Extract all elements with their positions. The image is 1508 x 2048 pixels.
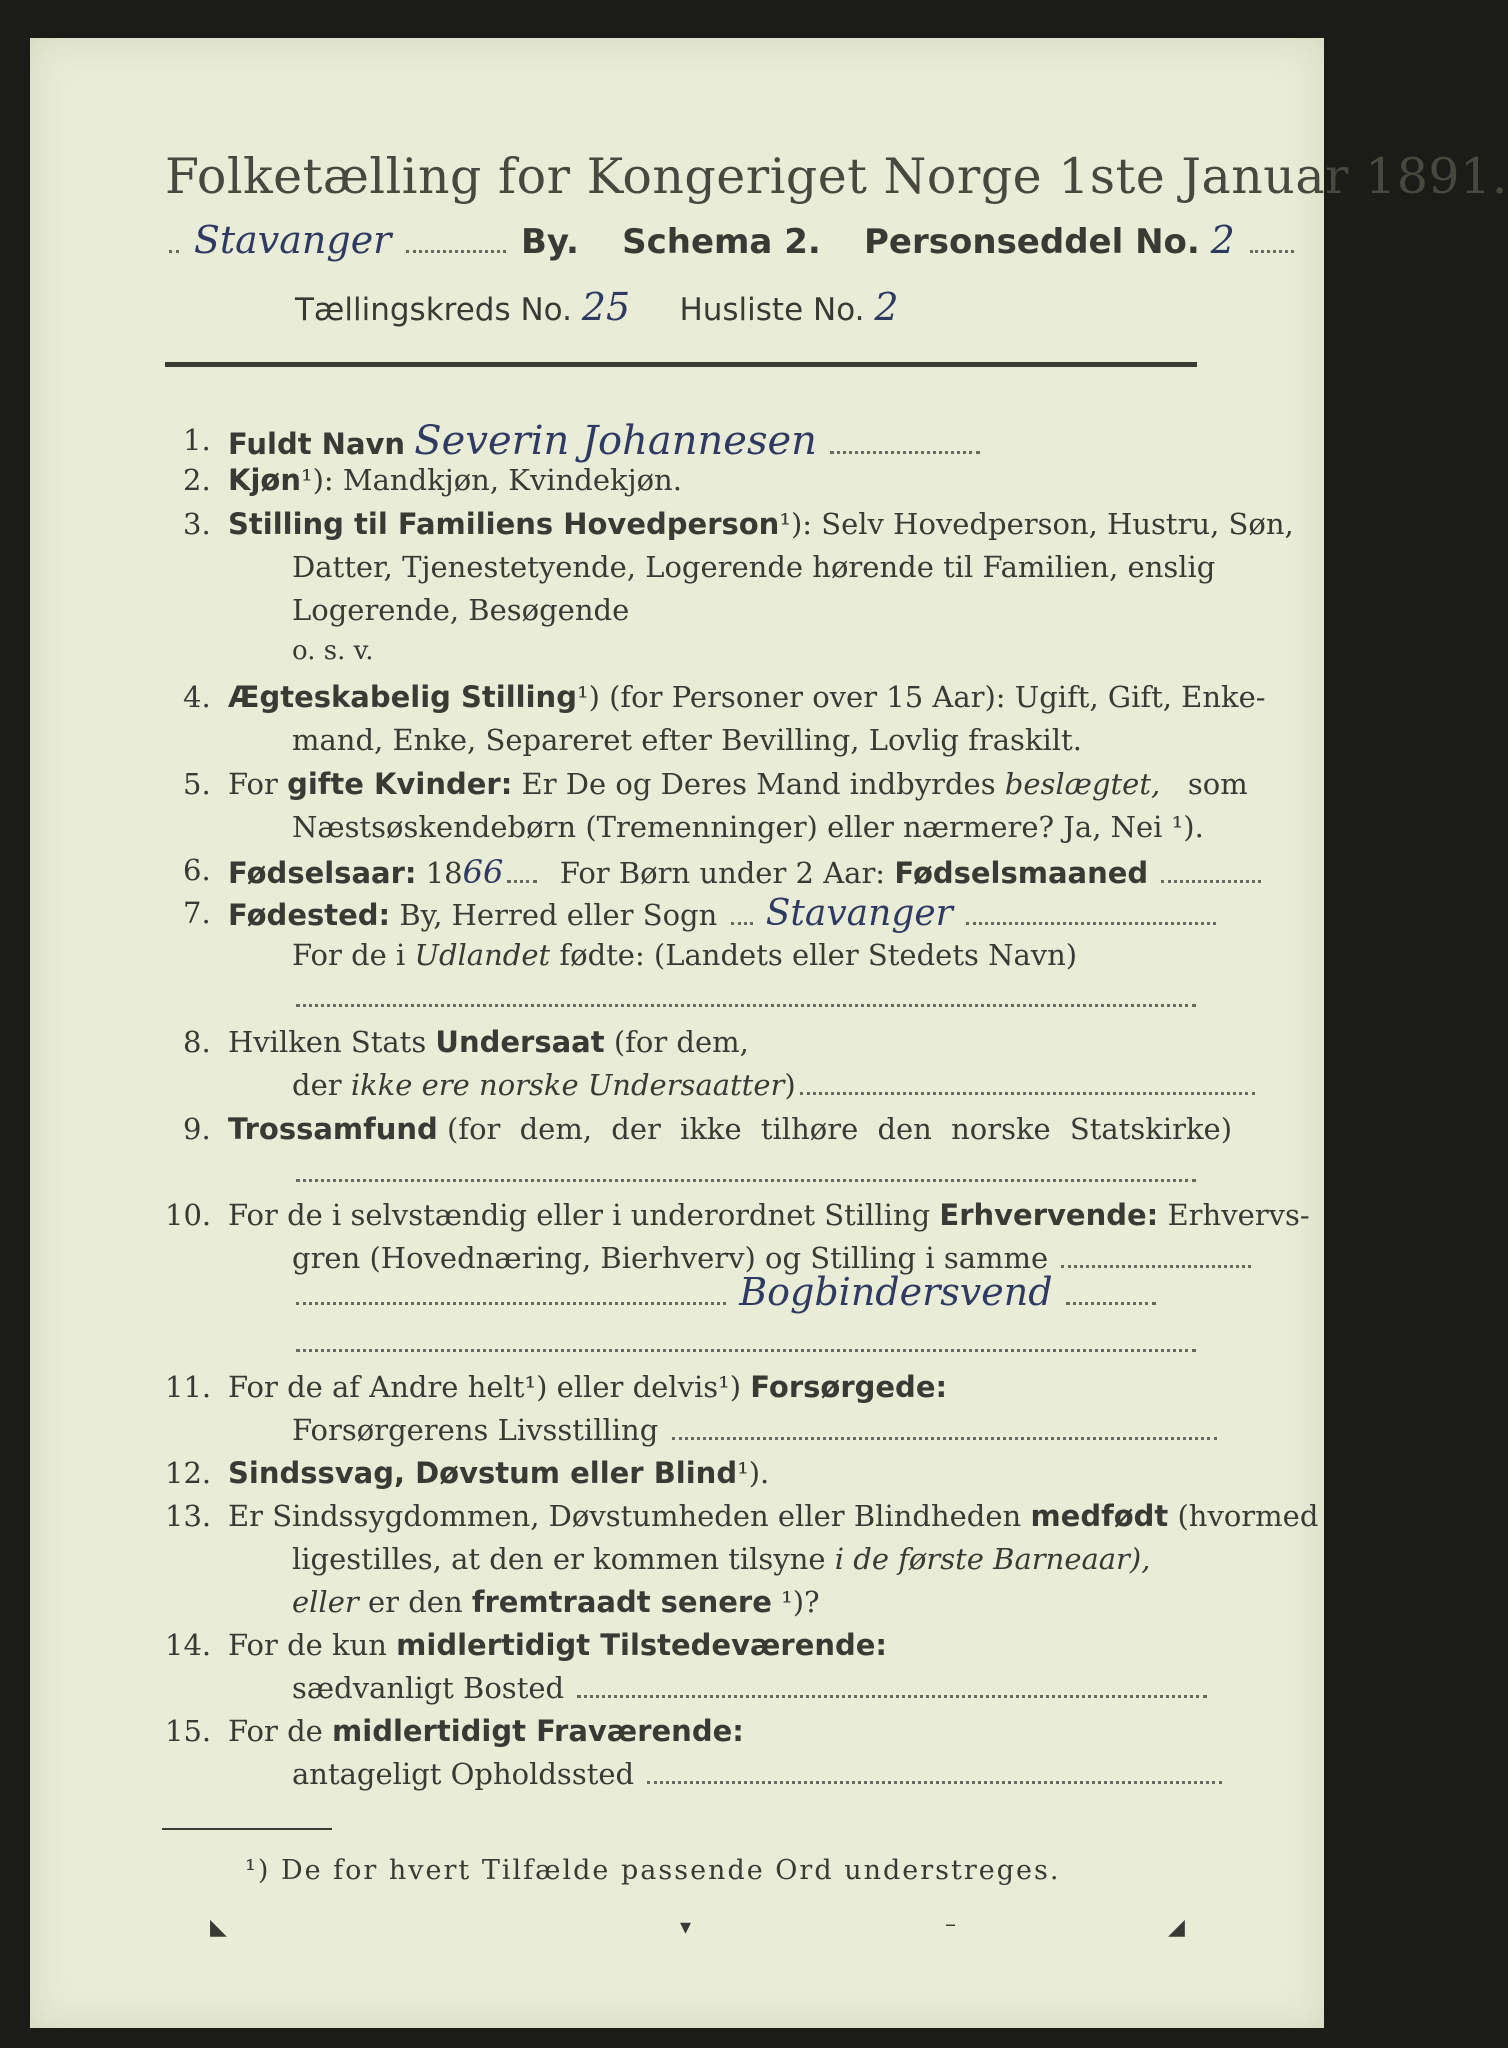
- item-number: 4.: [183, 680, 211, 714]
- item-text: For de i: [292, 938, 406, 972]
- item-label: Trossamfund: [228, 1112, 438, 1146]
- item-5-line-2: Næstsøskendebørn (Tremenninger) eller nærmere? Ja, Nei ¹).: [292, 810, 1204, 844]
- item-text: For de: [228, 1714, 323, 1748]
- item-text: ¹): Selv Hovedperson, Hustru, Søn,: [779, 507, 1294, 541]
- item-label: Ægteskabelig Stilling: [228, 680, 577, 714]
- item-text: Er De og Deres Mand indbyrdes: [521, 767, 996, 801]
- personseddel-number-handwritten: 2: [1210, 218, 1235, 262]
- dotted-leader: [507, 880, 537, 883]
- dotted-leader: [1161, 880, 1261, 883]
- form-title: Folketælling for Kongeriget Norge 1ste Januar 1891.: [165, 148, 1508, 205]
- registration-mark-icon: ▾: [680, 1915, 692, 1940]
- item-15-fravaerende: [228, 1714, 744, 1748]
- dotted-leader: [169, 250, 179, 253]
- occupation-handwritten: Bogbindersvend: [739, 1270, 1053, 1314]
- item-label: gifte Kvinder:: [287, 767, 513, 801]
- dotted-leader: [577, 1695, 1207, 1698]
- item-label: Kjøn: [228, 463, 301, 497]
- by-label: By.: [520, 222, 579, 262]
- item-text: sædvanligt Bosted: [292, 1671, 565, 1705]
- item-number: 10.: [165, 1198, 212, 1232]
- item-text-italic: beslægtet,: [1004, 767, 1161, 801]
- item-5-gifte-kvinder: [228, 767, 1248, 801]
- schema-label: Schema 2.: [622, 222, 821, 262]
- dotted-leader: [1250, 250, 1294, 253]
- item-text: ¹): Mandkjøn, Kvindekjøn.: [300, 463, 682, 497]
- item-text-italic: eller: [292, 1585, 359, 1619]
- item-3-line-3: Logerende, Besøgende: [292, 593, 630, 627]
- registration-mark-icon: –: [945, 1912, 956, 1937]
- name-handwritten: Severin Johannesen: [414, 418, 817, 464]
- item-text: der: [292, 1068, 342, 1102]
- item-text: ¹).: [737, 1456, 770, 1490]
- item-text: fødte: (Landets eller Stedets Navn): [559, 938, 1078, 972]
- registration-mark-icon: ◢: [1168, 1915, 1185, 1940]
- item-text: Hvilken Stats: [228, 1025, 427, 1059]
- item-label: midlertidigt Fraværende:: [332, 1714, 744, 1748]
- item-text: For Børn under 2 Aar:: [559, 856, 886, 890]
- item-13-line-3: [292, 1585, 820, 1619]
- item-14-tilstedevaerende: [228, 1628, 887, 1662]
- dotted-leader: [731, 922, 753, 925]
- item-text: antageligt Opholdssted: [292, 1757, 635, 1791]
- item-label: medfødt: [1030, 1499, 1169, 1533]
- item-number: 2.: [183, 463, 211, 497]
- item-9-trossamfund: [228, 1112, 1232, 1146]
- item-label: fremtraadt senere: [471, 1585, 772, 1619]
- dotted-leader: [672, 1437, 1217, 1440]
- birthplace-handwritten: Stavanger: [765, 893, 953, 934]
- item-14-line-2: [292, 1671, 1211, 1705]
- item-number: 1.: [183, 423, 211, 457]
- item-label: Fuldt Navn: [228, 427, 406, 461]
- item-number: 12.: [165, 1456, 212, 1490]
- kreds-number-handwritten: 25: [581, 285, 631, 329]
- item-8-line-2: der ikke ere norske Undersaatter): [292, 1068, 1259, 1102]
- item-text: For de kun: [228, 1628, 387, 1662]
- item-4-line-2: mand, Enke, Separeret efter Bevilling, Lovlig fraskilt.: [292, 723, 1082, 757]
- registration-mark-icon: ◣: [210, 1915, 227, 1940]
- item-1-fuldt-navn: [228, 418, 984, 464]
- item-number: 3.: [183, 507, 211, 541]
- personseddel-label: Personseddel No.: [864, 222, 1200, 262]
- item-number: 9.: [183, 1112, 211, 1146]
- dotted-leader: [647, 1781, 1222, 1784]
- item-number: 5.: [183, 767, 211, 801]
- dotted-leader: [966, 922, 1216, 925]
- birth-year-handwritten: 66: [462, 853, 504, 891]
- item-12-sindssvag: [228, 1456, 769, 1490]
- item-4-aegteskabelig: [228, 680, 1266, 714]
- kreds-label: Tællingskreds No.: [295, 292, 572, 328]
- item-label: Fødselsaar:: [228, 856, 417, 890]
- item-text: (for dem,: [613, 1025, 749, 1059]
- item-6-fodselsaar: [228, 853, 1265, 891]
- dotted-leader: [830, 451, 980, 454]
- item-number: 6.: [183, 853, 211, 887]
- husliste-number-handwritten: 2: [874, 285, 899, 329]
- item-text: 18: [425, 856, 463, 890]
- item-text: ¹) (for Personer over 15 Aar): Ugift, Gift, Enke-: [576, 680, 1266, 714]
- item-number: 15.: [165, 1714, 212, 1748]
- item-text: By, Herred eller Sogn: [399, 898, 718, 932]
- footnote: ¹) De for hvert Tilfælde passende Ord understreges.: [245, 1855, 1061, 1886]
- item-label: Fødselsmaaned: [894, 856, 1149, 890]
- item-7-blank-line: [292, 980, 1200, 1014]
- item-13-medfodt: [228, 1499, 1318, 1533]
- city-handwritten: Stavanger: [193, 218, 392, 262]
- item-text: (hvormed: [1177, 1499, 1319, 1533]
- item-text: Forsørgerens Livsstilling: [292, 1413, 659, 1447]
- header-kreds-line: [295, 285, 899, 329]
- item-7-line-2: [292, 938, 1077, 972]
- dotted-leader: [296, 1349, 1196, 1352]
- item-label: Fødested:: [228, 898, 391, 932]
- item-text: ¹)?: [781, 1585, 820, 1619]
- item-15-line-2: [292, 1757, 1226, 1791]
- item-number: 7.: [183, 896, 211, 930]
- item-3-line-2: Datter, Tjenestetyende, Logerende hørende til Familien, enslig: [292, 550, 1216, 584]
- item-text: som: [1187, 767, 1248, 801]
- item-11-forsorgede: [228, 1370, 947, 1404]
- item-8-undersaat: [228, 1025, 749, 1059]
- item-13-line-2: [292, 1542, 1150, 1576]
- item-11-line-2: [292, 1413, 1221, 1447]
- item-text: er den: [367, 1585, 463, 1619]
- item-text-italic: ikke ere norske Undersaatter: [350, 1068, 785, 1102]
- item-number: 13.: [165, 1499, 212, 1533]
- dotted-leader: [296, 1179, 1196, 1182]
- item-text: ligestilles, at den er kommen tilsyne: [292, 1542, 826, 1576]
- dotted-leader: [1061, 1265, 1251, 1268]
- item-10-erhvervende: [228, 1198, 1310, 1232]
- item-text: (for dem, der ikke tilhøre den norske Statskirke): [447, 1112, 1233, 1146]
- item-label: Sindssvag, Døvstum eller Blind: [228, 1456, 738, 1490]
- item-3-stilling: [228, 507, 1294, 541]
- dotted-leader: [406, 250, 506, 253]
- header-divider: [165, 362, 1197, 367]
- item-3-line-4: o. s. v.: [292, 636, 374, 666]
- item-label: Erhvervende:: [939, 1198, 1159, 1232]
- footnote-divider: [162, 1828, 332, 1830]
- item-number: 11.: [165, 1370, 212, 1404]
- item-text: For: [228, 767, 278, 801]
- item-text: For de af Andre helt¹) eller delvis¹): [228, 1370, 742, 1404]
- item-label: Stilling til Familiens Hovedperson: [228, 507, 780, 541]
- dotted-leader: [800, 1092, 1255, 1095]
- item-label: Forsørgede:: [750, 1370, 948, 1404]
- item-text-italic: i de første Barneaar),: [834, 1542, 1151, 1576]
- item-7-fodested: [228, 893, 1220, 934]
- item-number: 8.: [183, 1025, 211, 1059]
- item-number: 14.: [165, 1628, 212, 1662]
- item-text: For de i selvstændig eller i underordnet Stilling: [228, 1198, 931, 1232]
- dotted-leader: [1066, 1302, 1156, 1305]
- item-text: Er Sindssygdommen, Døvstumheden eller Blindheden: [228, 1499, 1022, 1533]
- dotted-leader: [296, 1004, 1196, 1007]
- item-label: midlertidigt Tilstedeværende:: [396, 1628, 888, 1662]
- item-2-kjon: [228, 463, 682, 497]
- item-text: gren (Hovednæring, Bierhverv) og Stilling i samme: [292, 1241, 1049, 1275]
- item-text-italic: Udlandet: [414, 938, 551, 972]
- item-9-blank-line: [292, 1155, 1200, 1189]
- item-10-answer-line: [292, 1270, 1160, 1314]
- dotted-leader: [296, 1302, 726, 1305]
- item-text: Erhvervs-: [1167, 1198, 1310, 1232]
- header-city-line: [165, 218, 1298, 262]
- husliste-label: Husliste No.: [679, 292, 865, 328]
- item-10-blank-line: [292, 1325, 1200, 1359]
- item-label: Undersaat: [435, 1025, 605, 1059]
